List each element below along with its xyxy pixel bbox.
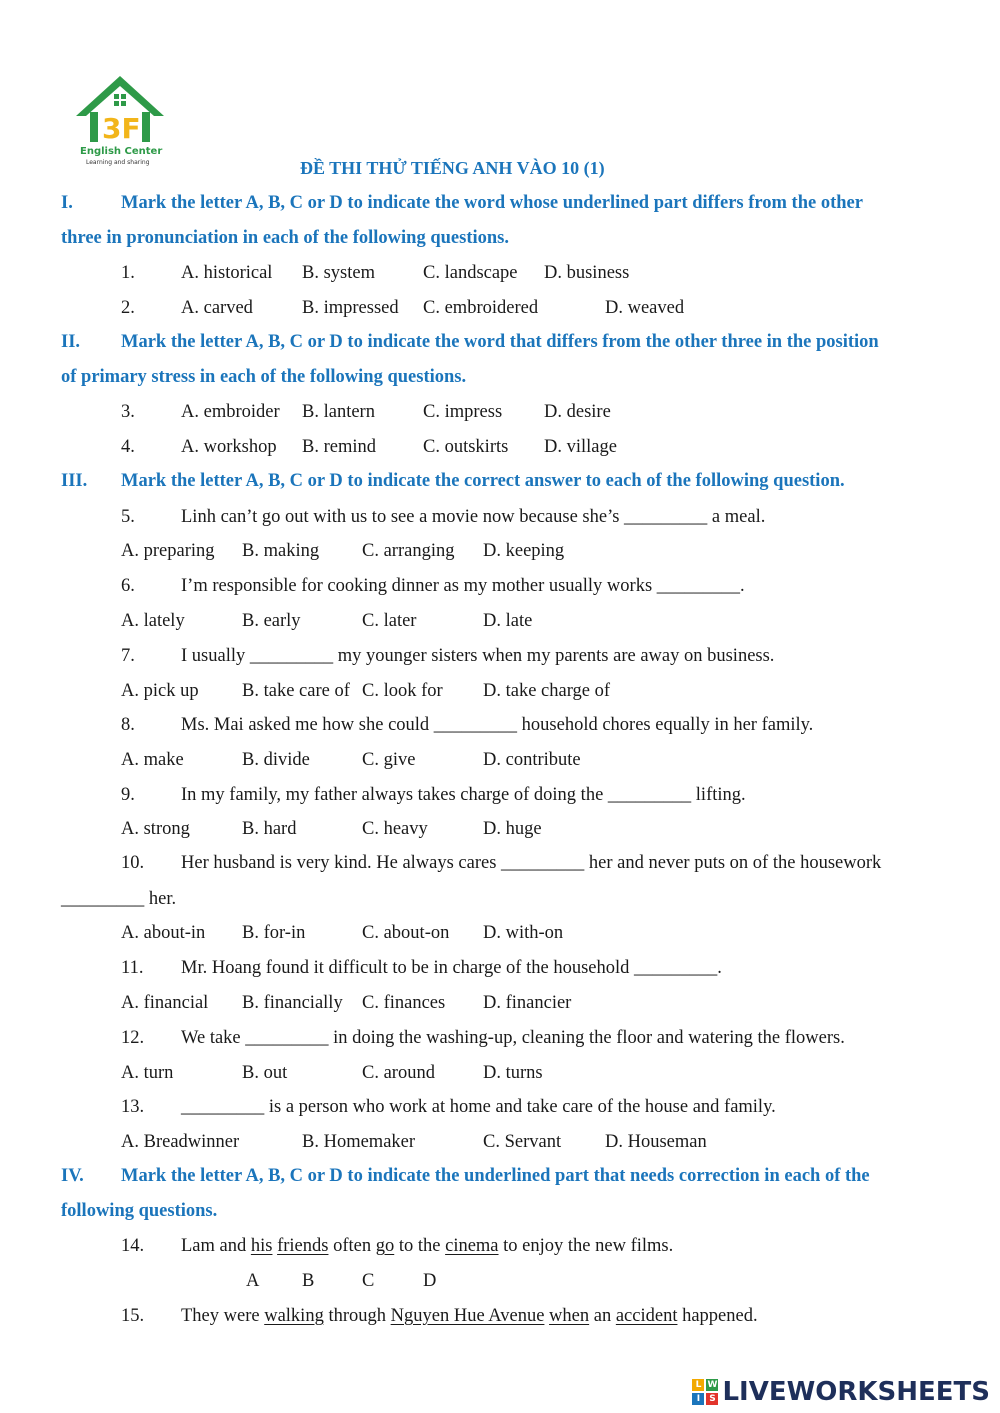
section-number: I. (61, 193, 73, 213)
letter-c: C (362, 1271, 375, 1291)
option-d[interactable]: D. financier (483, 993, 572, 1013)
option-a[interactable]: A. carved (181, 298, 253, 318)
liveworksheets-footer[interactable] (692, 1377, 990, 1407)
option-c[interactable]: C. outskirts (423, 437, 509, 457)
question-number: 2. (121, 298, 135, 318)
option-c[interactable]: C. look for (362, 681, 443, 701)
question-number: 4. (121, 437, 135, 457)
question-text: Lam and his friends often go to the cinema to enjoy the new films. (181, 1236, 674, 1256)
question-text: We take _________ in doing the washing-up, cleaning the floor and watering the flowers. (181, 1028, 845, 1048)
logo-brand: 3F (102, 112, 141, 145)
section-text: three in pronunciation in each of the following questions. (61, 228, 509, 248)
section-text: of primary stress in each of the following questions. (61, 367, 467, 387)
english-center-logo (72, 72, 168, 168)
option-c[interactable]: C. impress (423, 402, 503, 422)
option-b[interactable]: B. financially (242, 993, 343, 1013)
section-text: Mark the letter A, B, C or D to indicate the word that differs from the other three in the position (121, 332, 879, 352)
question-text: Ms. Mai asked me how she could _________ household chores equally in her family. (181, 715, 814, 735)
question-text: Mr. Hoang found it difficult to be in charge of the household _________. (181, 958, 722, 978)
option-c[interactable]: C. arranging (362, 541, 455, 561)
option-c[interactable]: C. embroidered (423, 298, 539, 318)
question-number: 5. (121, 507, 135, 527)
question-number: 1. (121, 263, 135, 283)
letter-a: A (246, 1271, 260, 1291)
option-c[interactable]: C. about-on (362, 923, 450, 943)
option-d[interactable]: D. take charge of (483, 681, 611, 701)
option-c[interactable]: C. Servant (483, 1132, 562, 1152)
option-a[interactable]: A. strong (121, 819, 190, 839)
option-c[interactable]: C. heavy (362, 819, 428, 839)
underlined-part-d[interactable]: cinema (445, 1236, 499, 1256)
underlined-part-a[interactable]: his (250, 1236, 273, 1256)
option-b[interactable]: B. hard (242, 819, 297, 839)
option-b[interactable]: B. impressed (302, 298, 399, 318)
question-number: 9. (121, 785, 135, 805)
question-number: 6. (121, 576, 135, 596)
logo-tagline: Learning and sharing (86, 159, 150, 166)
question-number: 13. (121, 1097, 145, 1117)
option-d[interactable]: D. village (544, 437, 617, 457)
option-b[interactable]: B. lantern (302, 402, 375, 422)
question-10-text-cont: _________ her. (61, 889, 177, 909)
option-a[interactable]: A. lately (121, 611, 185, 631)
option-d[interactable]: D. desire (544, 402, 611, 422)
section-number: II. (61, 332, 81, 352)
option-b[interactable]: B. remind (302, 437, 376, 457)
option-d[interactable]: D. turns (483, 1063, 543, 1083)
question-text: Her husband is very kind. He always cares _________ her and never puts on of the housework (181, 853, 882, 873)
option-b[interactable]: B. early (242, 611, 301, 631)
option-d[interactable]: D. late (483, 611, 533, 631)
question-number: 14. (121, 1236, 145, 1256)
section-text: Mark the letter A, B, C or D to indicate the underlined part that needs correction in each of the (121, 1166, 870, 1186)
option-a[interactable]: A. historical (181, 263, 273, 283)
option-a[interactable]: A. Breadwinner (121, 1132, 240, 1152)
option-a[interactable]: A. make (121, 750, 184, 770)
underlined-part-a[interactable]: walking (264, 1306, 324, 1326)
underlined-part-d[interactable]: accident (615, 1306, 678, 1326)
option-d[interactable]: D. weaved (605, 298, 685, 318)
option-a[interactable]: A. about-in (121, 923, 206, 943)
question-text: Linh can’t go out with us to see a movie now because she’s _________ a meal. (181, 507, 766, 527)
section-text: following questions. (61, 1201, 218, 1221)
option-c[interactable]: C. around (362, 1063, 435, 1083)
question-number: 11. (121, 958, 144, 978)
question-number: 7. (121, 646, 135, 666)
option-b[interactable]: B. divide (242, 750, 310, 770)
underlined-part-c[interactable]: when (549, 1306, 590, 1326)
section-text: Mark the letter A, B, C or D to indicate the word whose underlined part differs from the other (121, 193, 863, 213)
option-d[interactable]: D. Houseman (605, 1132, 707, 1152)
option-d[interactable]: D. contribute (483, 750, 581, 770)
underlined-part-b[interactable]: Nguyen Hue Avenue (390, 1306, 545, 1326)
question-text: I usually _________ my younger sisters when my parents are away on business. (181, 646, 775, 666)
question-text: In my family, my father always takes charge of doing the _________ lifting. (181, 785, 746, 805)
question-number: 3. (121, 402, 135, 422)
option-c[interactable]: C. later (362, 611, 417, 631)
underlined-part-c[interactable]: go (375, 1236, 395, 1256)
liveworksheets-icon: L W I S (692, 1379, 718, 1405)
option-a[interactable]: A. financial (121, 993, 209, 1013)
option-b[interactable]: B. system (302, 263, 375, 283)
option-d[interactable]: D. huge (483, 819, 542, 839)
option-a[interactable]: A. turn (121, 1063, 174, 1083)
question-text: They were walking through Nguyen Hue Avenue when an accident happened. (181, 1306, 758, 1326)
question-text: _________ is a person who work at home and take care of the house and family. (181, 1097, 776, 1117)
option-a[interactable]: A. embroider (181, 402, 280, 422)
section-text: Mark the letter A, B, C or D to indicate the correct answer to each of the following question. (121, 471, 845, 491)
option-d[interactable]: D. business (544, 263, 630, 283)
option-b[interactable]: B. Homemaker (302, 1132, 416, 1152)
page-title: ĐỀ THI THỬ TIẾNG ANH VÀO 10 (1) (300, 158, 605, 178)
option-d[interactable]: D. with-on (483, 923, 564, 943)
option-c[interactable]: C. give (362, 750, 416, 770)
letter-d: D (423, 1271, 437, 1291)
underlined-part-b[interactable]: friends (277, 1236, 329, 1256)
question-number: 10. (121, 853, 145, 873)
option-a[interactable]: A. workshop (181, 437, 277, 457)
option-a[interactable]: A. pick up (121, 681, 199, 701)
logo-name: English Center (80, 146, 163, 157)
section-number: IV. (61, 1166, 84, 1186)
question-number: 8. (121, 715, 135, 735)
question-number: 12. (121, 1028, 145, 1048)
option-c[interactable]: C. finances (362, 993, 446, 1013)
option-a[interactable]: A. preparing (121, 541, 215, 561)
option-b[interactable]: B. for-in (242, 923, 306, 943)
liveworksheets-brand: LIVEWORKSHEETS (722, 1377, 990, 1407)
option-c[interactable]: C. landscape (423, 263, 518, 283)
option-b[interactable]: B. out (242, 1063, 288, 1083)
question-number: 15. (121, 1306, 145, 1326)
option-b[interactable]: B. making (242, 541, 320, 561)
option-b[interactable]: B. take care of (242, 681, 350, 701)
letter-b: B (302, 1271, 315, 1291)
section-number: III. (61, 471, 88, 491)
option-d[interactable]: D. keeping (483, 541, 565, 561)
question-text: I’m responsible for cooking dinner as my mother usually works _________. (181, 576, 745, 596)
